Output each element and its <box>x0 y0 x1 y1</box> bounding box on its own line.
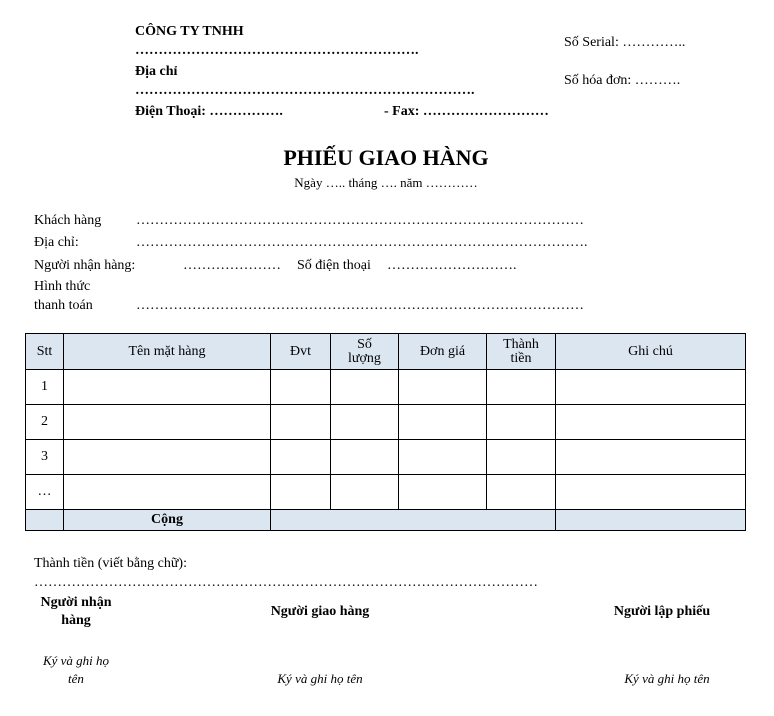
company-address-dots: ………………………………………………………………. <box>135 83 475 98</box>
cell-note <box>556 440 746 475</box>
table-header-row <box>26 334 746 370</box>
header-item-name: Tên mặt hàng <box>64 334 271 370</box>
header-quantity <box>331 334 399 370</box>
phone-dots: ………………………. <box>387 258 517 273</box>
cell-amount <box>487 440 556 475</box>
cell-quantity <box>331 405 399 440</box>
header-amount-line1: Thành <box>503 336 539 352</box>
signature-creator-note: Ký và ghi họ tên <box>624 671 710 686</box>
cell-item-name <box>64 405 271 440</box>
header-stt: Stt <box>26 334 64 370</box>
cell-note <box>556 405 746 440</box>
signature-creator-title: Người lập phiếu <box>613 604 711 619</box>
serial-number: Số Serial: ………….. <box>564 35 686 50</box>
row-index: 3 <box>26 440 64 475</box>
total-value-cell <box>271 510 556 531</box>
row-index: 1 <box>26 370 64 405</box>
date-line: Ngày ….. tháng …. năm ………… <box>294 175 478 190</box>
customer-address-label: Địa chỉ: <box>34 235 79 250</box>
company-address-label: Địa chỉ <box>135 64 178 79</box>
signature-receiver-title-line1: Người nhận <box>40 595 112 610</box>
signature-receiver-note-line1: Ký và ghi họ <box>42 653 110 668</box>
table-row <box>26 405 746 440</box>
items-table <box>25 333 746 531</box>
total-note-cell <box>556 510 746 531</box>
cell-quantity <box>331 440 399 475</box>
cell-unit-price <box>399 440 487 475</box>
cell-unit-price <box>399 475 487 510</box>
cell-item-name <box>64 440 271 475</box>
signature-deliverer-note: Ký và ghi họ tên <box>277 671 363 686</box>
cell-unit <box>271 440 331 475</box>
company-fax: - Fax: ……………………… <box>384 104 549 119</box>
cell-unit <box>271 370 331 405</box>
signature-deliverer-title: Người giao hàng <box>270 604 370 619</box>
cell-unit <box>271 405 331 440</box>
receiver-dots: ………………… <box>183 258 281 273</box>
cell-amount <box>487 475 556 510</box>
cell-note <box>556 370 746 405</box>
cell-quantity <box>331 475 399 510</box>
customer-label: Khách hàng <box>34 213 102 228</box>
cell-unit-price <box>399 370 487 405</box>
signature-receiver-title-line2: hàng <box>61 613 91 628</box>
company-name: CÔNG TY TNHH <box>135 24 244 39</box>
header-note: Ghi chú <box>556 334 746 370</box>
row-index: 2 <box>26 405 64 440</box>
payment-dots: …………………………………………………………………………………… <box>136 298 584 313</box>
amount-words-dots: ……………………………………………………………………………………………… <box>34 575 538 590</box>
page-title: PHIẾU GIAO HÀNG <box>283 145 489 170</box>
customer-address-dots: ……………………………………………………………………………………. <box>136 235 588 250</box>
company-name-dots: ……………………………………………………. <box>135 43 419 58</box>
phone-label: Số điện thoại <box>297 258 371 273</box>
amount-words-label: Thành tiền (viết bằng chữ): <box>34 556 187 571</box>
payment-label-line2: thanh toán <box>34 298 93 313</box>
receiver-label: Người nhận hàng: <box>34 258 136 273</box>
payment-label-line1: Hình thức <box>34 279 91 294</box>
invoice-number: Số hóa đơn: ………. <box>564 73 681 88</box>
total-row <box>26 510 746 531</box>
row-index: … <box>26 475 64 510</box>
cell-unit <box>271 475 331 510</box>
header-amount-line2: tiền <box>510 350 532 366</box>
table-row <box>26 370 746 405</box>
cell-item-name <box>64 370 271 405</box>
header-unit: Đvt <box>271 334 331 370</box>
table-row <box>26 475 746 510</box>
table-row <box>26 440 746 475</box>
company-phone: Điện Thoại: ……………. <box>135 104 283 119</box>
total-label: Cộng <box>64 510 271 531</box>
cell-quantity <box>331 370 399 405</box>
cell-amount <box>487 370 556 405</box>
signature-receiver-note-line2: tên <box>68 671 84 686</box>
customer-dots: …………………………………………………………………………………… <box>136 213 584 228</box>
header-quantity-line1: Số <box>357 336 372 352</box>
header-quantity-line2: lượng <box>348 350 381 366</box>
header-amount <box>487 334 556 370</box>
total-index-cell <box>26 510 64 531</box>
header-unit-price: Đơn giá <box>399 334 487 370</box>
cell-note <box>556 475 746 510</box>
cell-unit-price <box>399 405 487 440</box>
cell-amount <box>487 405 556 440</box>
cell-item-name <box>64 475 271 510</box>
